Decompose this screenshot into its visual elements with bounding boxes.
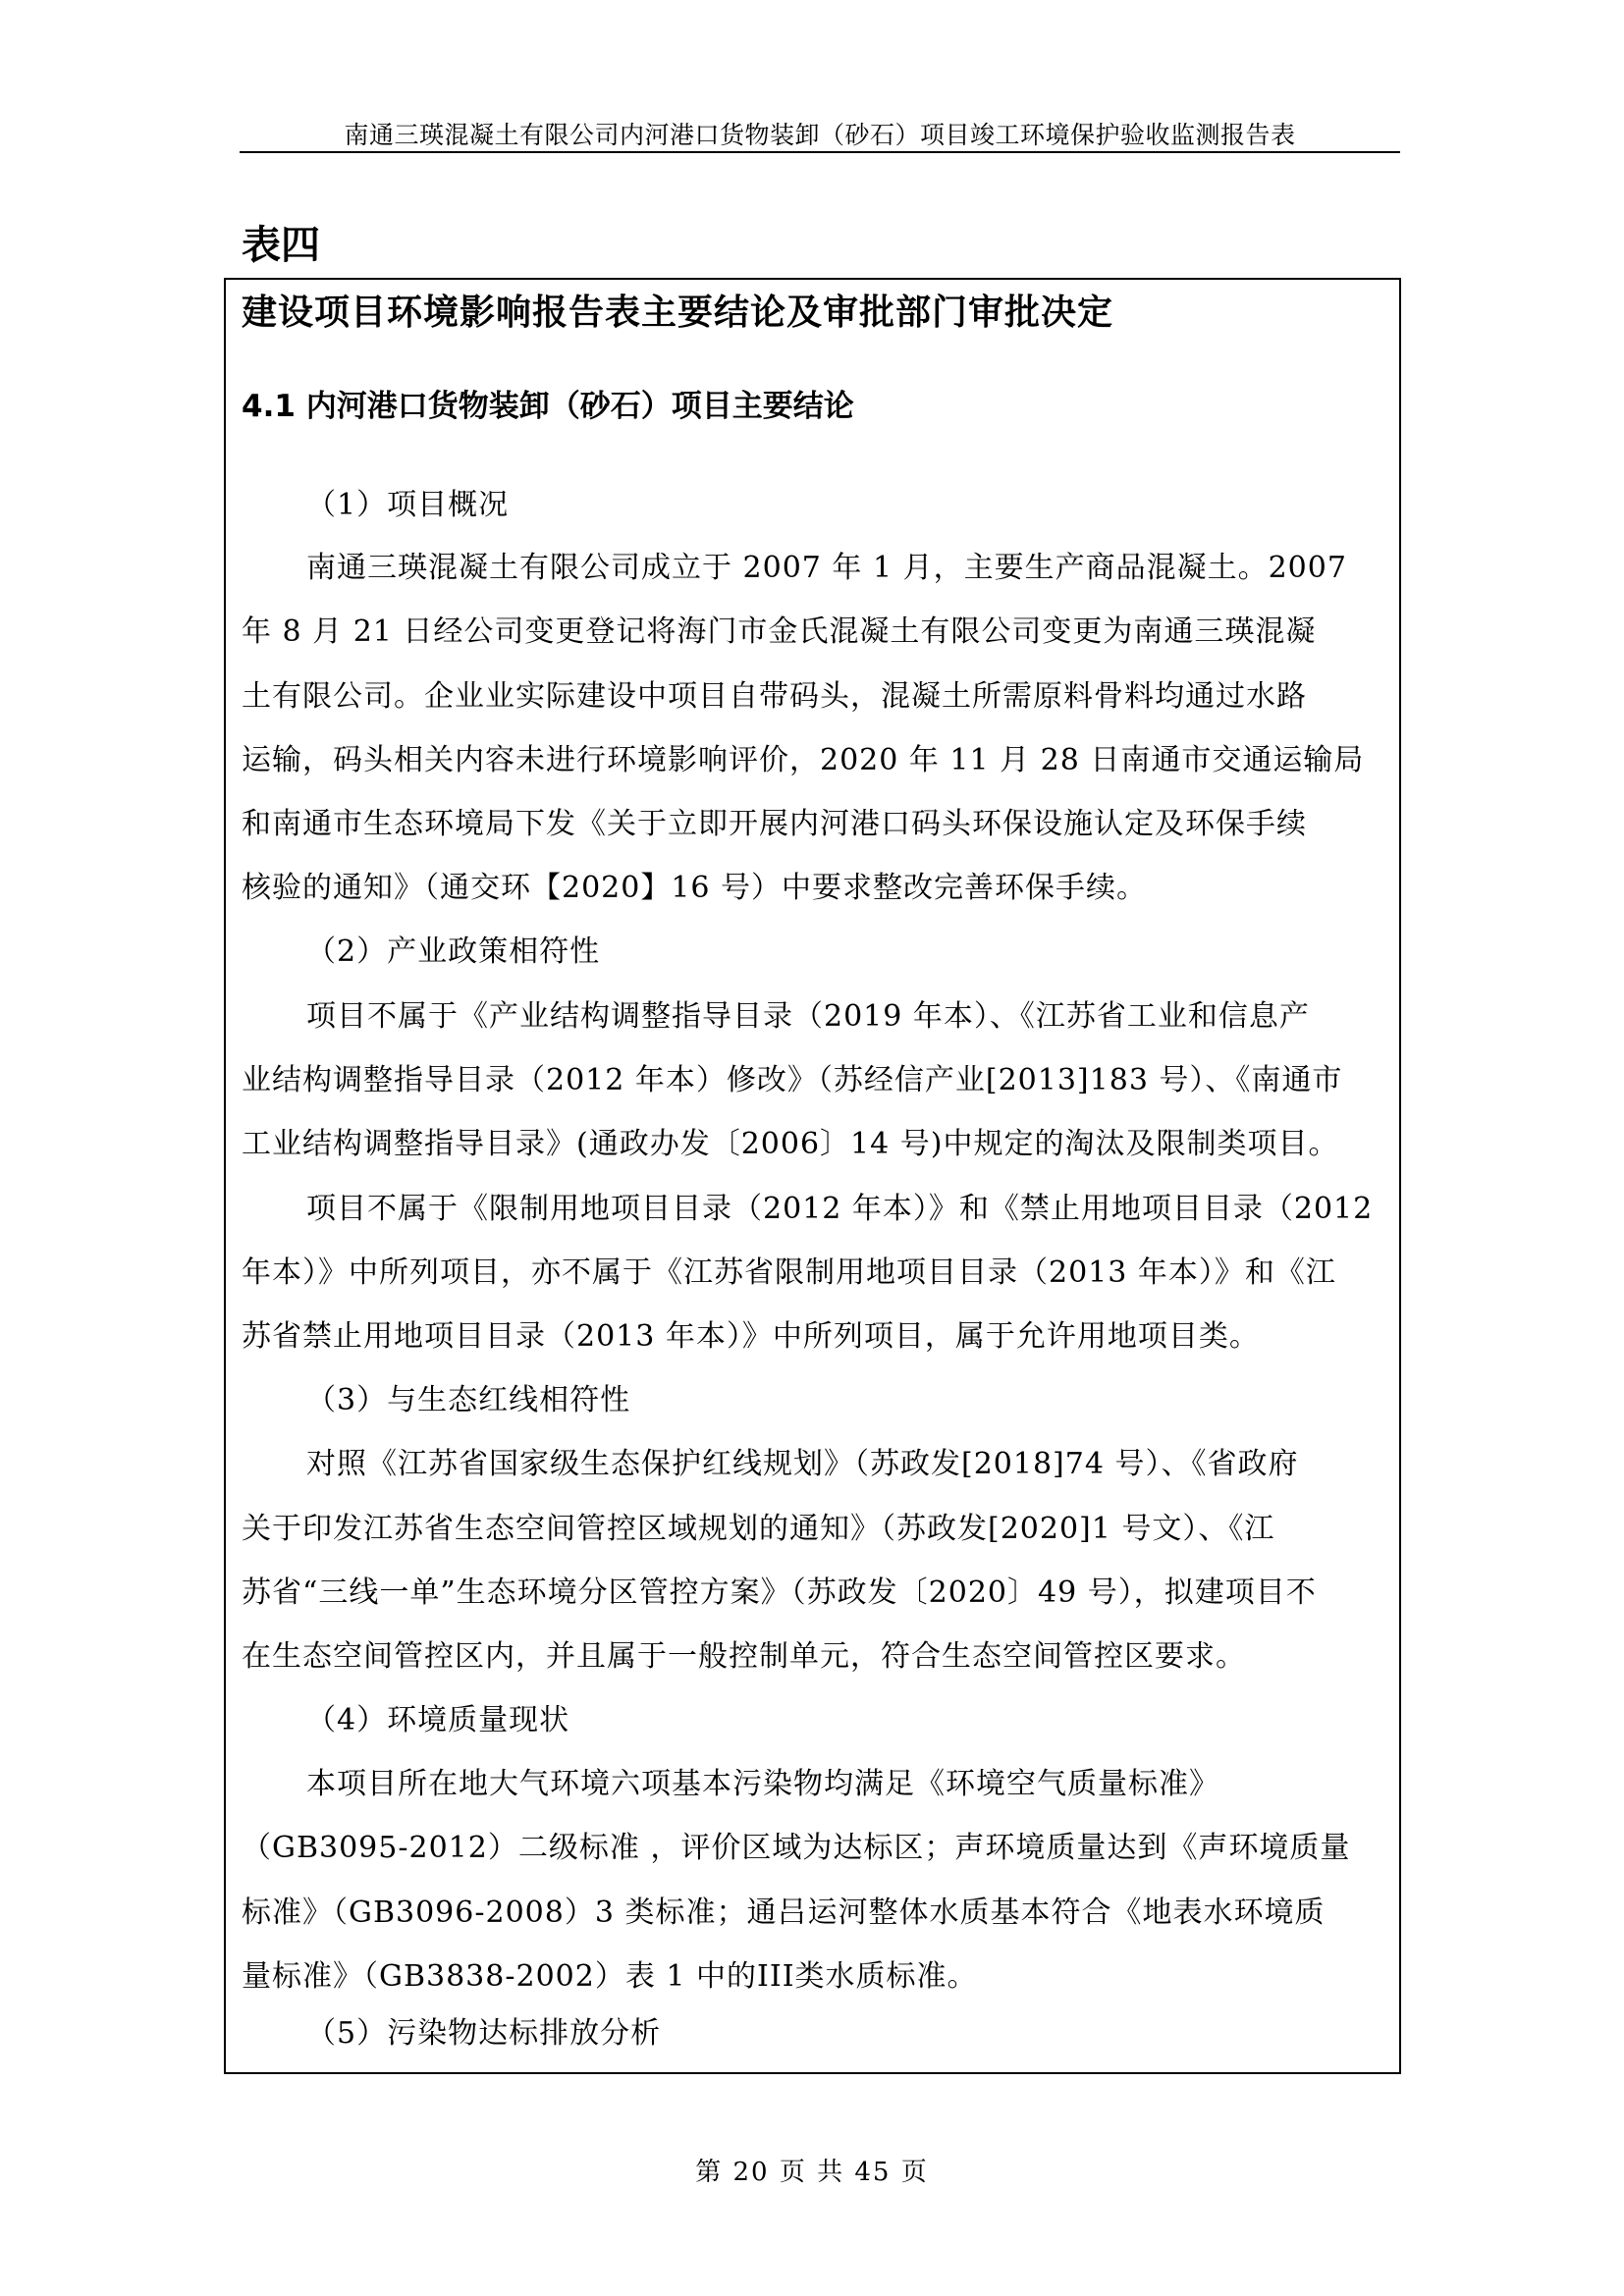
paragraph-heading: （1）项目概况 [306,488,510,522]
paragraph-line: 苏省禁止用地项目目录（2013 年本）》中所列项目，属于允许用地项目类。 [242,1319,1260,1354]
paragraph-line: 和南通市生态环境局下发《关于立即开展内河港口码头环保设施认定及环保手续 [242,807,1307,841]
box-title: 建设项目环境影响报告表主要结论及审批部门审批决定 [242,293,1114,333]
subsection-title: 4.1 内河港口货物装卸（砂石）项目主要结论 [242,389,854,424]
paragraph-line: 年 8 月 21 日经公司变更登记将海门市金氏混凝土有限公司变更为南通三瑛混凝 [242,614,1317,649]
paragraph-heading: （4）环境质量现状 [306,1703,570,1737]
paragraph-line: 运输，码头相关内容未进行环境影响评价，2020 年 11 月 28 日南通市交通运输局 [242,743,1365,777]
paragraph-line: 标准》（GB3096-2008）3 类标准；通吕运河整体水质基本符合《地表水环境质 [242,1896,1326,1930]
paragraph-line: 核验的通知》（通交环【2020】16 号）中要求整改完善环保手续。 [242,871,1148,905]
paragraph-line: 苏省“三线一单”生态环境分区管控方案》（苏政发〔2020〕49 号），拟建项目不 [242,1575,1317,1610]
running-header: 南通三瑛混凝土有限公司内河港口货物装卸（砂石）项目竣工环境保护验收监测报告表 [344,121,1296,149]
paragraph-line: 本项目所在地大气环境六项基本污染物均满足《环境空气质量标准》 [306,1767,1219,1801]
paragraph-heading: （2）产业政策相符性 [306,934,601,969]
page-number: 第 20 页 共 45 页 [695,2158,929,2187]
paragraph-line: （GB3095-2012）二级标准 ，评价区域为达标区；声环境质量达到《声环境质量 [242,1831,1351,1865]
paragraph-line: 年本）》中所列项目，亦不属于《江苏省限制用地项目目录（2013 年本）》和《江 [242,1255,1336,1290]
paragraph-line: 业结构调整指导目录（2012 年本）修改》（苏经信产业[2013]183 号）、《南通市 [242,1063,1343,1097]
paragraph-line: 项目不属于《产业结构调整指导目录（2019 年本）、《江苏省工业和信息产 [306,999,1310,1034]
paragraph-line: 对照《江苏省国家级生态保护红线规划》（苏政发[2018]74 号）、《省政府 [306,1447,1299,1481]
section-title: 表四 [242,223,320,268]
paragraph-line: 工业结构调整指导目录》(通政办发〔2006〕14 号)中规定的淘汰及限制类项目。 [242,1127,1339,1161]
header-rule [240,151,1400,153]
paragraph-line: 关于印发江苏省生态空间管控区域规划的通知》（苏政发[2020]1 号文）、《江 [242,1512,1275,1546]
content-box [224,278,1401,2074]
paragraph-line: 在生态空间管控区内，并且属于一般控制单元，符合生态空间管控区要求。 [242,1639,1246,1674]
paragraph-line: 量标准》（GB3838-2002）表 1 中的III类水质标准。 [242,1959,978,1994]
paragraph-line: 南通三瑛混凝土有限公司成立于 2007 年 1 月，主要生产商品混凝土。2007 [306,551,1347,585]
paragraph-line: 土有限公司。企业业实际建设中项目自带码头，混凝土所需原料骨料均通过水路 [242,679,1307,714]
paragraph-heading: （3）与生态红线相符性 [306,1383,631,1417]
paragraph-line: 项目不属于《限制用地项目目录（2012 年本）》和《禁止用地项目目录（2012 [306,1192,1374,1226]
paragraph-heading: （5）污染物达标排放分析 [306,2016,662,2051]
